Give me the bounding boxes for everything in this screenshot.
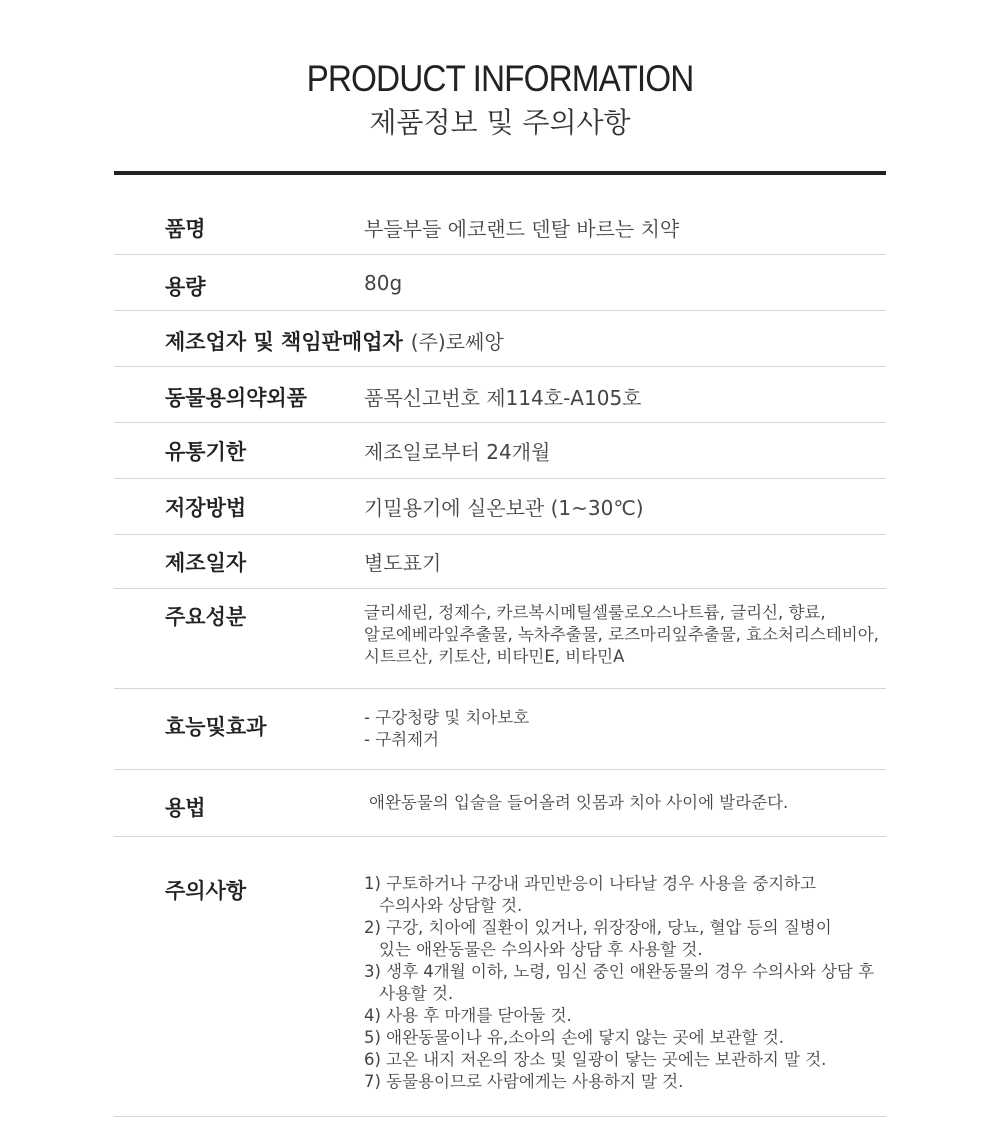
caution-line: 1) 구토하거나 구강내 과민반응이 나타날 경우 사용을 중지하고 [364,874,817,893]
caution-line: 수의사와 상담할 것. [379,896,523,915]
row-label: 제조일자 [165,551,247,575]
info-row-capacity [114,255,886,311]
ingredients-list [364,602,879,668]
row-label: 주요성분 [165,605,247,629]
row-label [165,326,504,356]
info-row-caution [114,837,886,1117]
efficacy-line: - 구강청량 및 치아보호 [364,708,530,727]
efficacy-list [364,707,529,751]
row-label: 주의사항 [165,879,247,903]
efficacy-line: - 구취제거 [364,730,439,749]
row-label: 저장방법 [165,496,247,520]
row-label: 동물용의약외품 [165,386,308,410]
row-value: 80g [364,271,403,295]
caution-line: 3) 생후 4개월 이하, 노령, 임신 중인 애완동물의 경우 수의사와 상담 후 [364,962,875,981]
info-row-maker [114,311,886,367]
row-label: 유통기한 [165,440,247,464]
usage-text: 애완동물의 입술을 들어올려 잇몸과 치아 사이에 발라준다. [369,793,789,812]
row-value: 품목신고번호 제114호-A105호 [364,386,642,410]
info-row-quasi-drug [114,367,886,423]
caution-line: 5) 애완동물이나 유,소아의 손에 닿지 않는 곳에 보관할 것. [364,1028,785,1047]
page-subtitle: 제품정보 및 주의사항 [369,106,631,139]
ingredients-line: 글리세린, 정제수, 카르복시메틸셀룰로오스나트륨, 글리신, 향료, [364,603,826,622]
caution-line: 7) 동물용이므로 사람에게는 사용하지 말 것. [364,1072,684,1091]
caution-line: 4) 사용 후 마개를 닫아둘 것. [364,1006,572,1025]
row-value: 제조일로부터 24개월 [364,440,551,464]
ingredients-line: 시트르산, 키토산, 비타민E, 비타민A [364,647,625,666]
row-value: (주)로쎄앙 [410,330,504,354]
row-label: 효능및효과 [165,715,267,739]
page-header [0,55,1000,143]
row-value: 기밀용기에 실온보관 (1~30℃) [364,496,644,520]
info-row-name [114,175,886,255]
row-label-text: 제조업자 및 책임판매업자 [165,330,403,354]
row-value: 부들부들 에코랜드 덴탈 바르는 치약 [364,217,680,241]
caution-line: 2) 구강, 치아에 질환이 있거나, 위장장애, 당뇨, 혈압 등의 질병이 [364,918,832,937]
page-title: PRODUCT INFORMATION [306,58,694,99]
row-label: 용법 [165,796,206,820]
row-value: 별도표기 [364,551,442,575]
info-row-efficacy [114,689,886,770]
row-label: 품명 [165,217,206,241]
info-row-mfg-date [114,535,886,589]
caution-line: 있는 애완동물은 수의사와 상담 후 사용할 것. [379,940,703,959]
info-row-usage [114,770,886,837]
ingredients-line: 알로에베라잎추출물, 녹차추출물, 로즈마리잎추출물, 효소처리스테비아, [364,625,879,644]
row-label: 용량 [165,275,206,299]
caution-line: 6) 고온 내지 저온의 장소 및 일광이 닿는 곳에는 보관하지 말 것. [364,1050,827,1069]
caution-line: 사용할 것. [379,984,454,1003]
info-row-expiry [114,423,886,479]
info-row-storage [114,479,886,535]
info-row-ingredients [114,589,886,689]
caution-list [364,873,874,1093]
